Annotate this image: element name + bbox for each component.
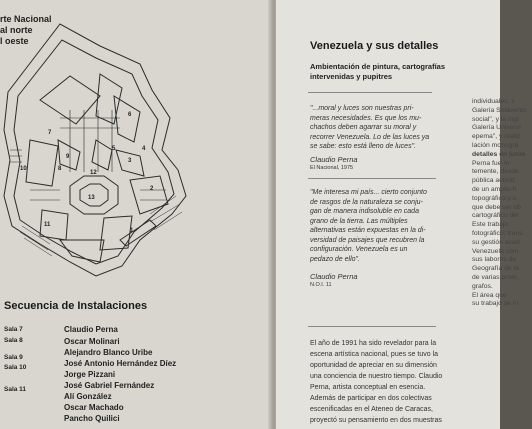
artist-name: José Antonio Hernández Díez bbox=[64, 359, 177, 368]
room-number-4: 4 bbox=[142, 146, 146, 152]
room-number-6: 6 bbox=[128, 112, 132, 118]
quote-line: de rasgos de la naturaleza se conju- bbox=[310, 198, 423, 206]
quote-1-author: Claudio Perna bbox=[310, 155, 358, 164]
side-line: lación monográ bbox=[472, 141, 519, 149]
side-line: cartográfico del bbox=[472, 212, 519, 220]
room-number-11: 11 bbox=[44, 222, 51, 228]
side-line: fotográfico; trans bbox=[472, 229, 523, 237]
quote-1 bbox=[310, 104, 468, 152]
side-line: Galería Sotavento bbox=[472, 106, 527, 114]
room-number-8: 8 bbox=[58, 166, 62, 172]
side-line: de varias prom bbox=[472, 273, 517, 281]
artist-name: Jorge Pizzani bbox=[64, 370, 116, 379]
body-line: una conciencia de nuestro tiempo. Claudio bbox=[310, 373, 443, 380]
sala-label: Sala 11 bbox=[4, 386, 27, 393]
side-line: topográfica y u bbox=[472, 194, 517, 202]
sala-label: Sala 10 bbox=[4, 364, 27, 371]
artist-name: Pancho Quilici bbox=[64, 414, 120, 423]
quote-2 bbox=[310, 188, 468, 264]
subtitle-line: intervenidas y pupitres bbox=[310, 72, 393, 81]
quote-line: alternativas están expuestas en la di- bbox=[310, 227, 426, 234]
side-line: El área que bbox=[472, 291, 507, 299]
sala-label: Sala 8 bbox=[4, 337, 23, 344]
side-column-text bbox=[472, 98, 532, 309]
quote-2-author: Claudio Perna bbox=[310, 272, 358, 281]
quote-line: se sabe: esto está lleno de luces". bbox=[310, 143, 416, 150]
divider bbox=[308, 92, 432, 93]
body-line: Perna, artista conceptual en esencia. bbox=[310, 384, 426, 391]
section-title: Secuencia de Instalaciones bbox=[4, 300, 148, 312]
body-paragraph bbox=[310, 338, 480, 426]
side-line: Perna fue m bbox=[472, 159, 510, 167]
floor-plan bbox=[0, 0, 272, 300]
quote-line: pedazo de ello". bbox=[310, 255, 360, 263]
body-line: proyectó su pensamiento en dos muestras bbox=[310, 417, 442, 424]
quote-line: "Me interesa mi país... cierto conjunto bbox=[310, 189, 427, 196]
quote-1-source: El Nacional, 1975 bbox=[310, 165, 354, 171]
side-line: que debe ser ob bbox=[472, 203, 522, 211]
body-line: escenificadas en el Ateneo de Caracas, bbox=[310, 406, 433, 413]
artist-name: Alí González bbox=[64, 392, 112, 401]
divider bbox=[308, 178, 436, 179]
room-number-3: 3 bbox=[128, 158, 132, 164]
body-line: Además de participar en dos colectivas bbox=[310, 395, 432, 402]
side-line: social", y la ingl bbox=[472, 115, 519, 123]
body-line: escena artística nacional, pues se tuvo la bbox=[310, 351, 439, 358]
side-line: sus labores de bbox=[472, 256, 517, 264]
room-number-12: 12 bbox=[90, 170, 97, 176]
map-title-line: rte Nacional bbox=[0, 14, 52, 24]
map-title-line: al norte bbox=[0, 25, 33, 35]
side-line: grafos. bbox=[472, 282, 493, 290]
quote-line: grano de la tierra. Las múltiples bbox=[310, 217, 408, 225]
artist-name: Alejandro Blanco Uribe bbox=[64, 348, 153, 357]
artist-name: Oscar Machado bbox=[64, 403, 124, 412]
page-title: Venezuela y sus detalles bbox=[310, 40, 439, 52]
side-line: Este trabajo bbox=[472, 221, 509, 229]
sala-label: Sala 7 bbox=[4, 326, 23, 333]
room-number-1: 1 bbox=[130, 228, 134, 234]
side-line: temente, desde bbox=[472, 168, 519, 176]
quote-line: meras necesidades. Es que los mu- bbox=[310, 114, 422, 122]
side-line: de un amplio h bbox=[472, 185, 517, 193]
artist-name: José Gabriel Fernández bbox=[64, 381, 155, 390]
side-line: Galería Universi bbox=[472, 124, 521, 132]
room-number-10: 10 bbox=[20, 166, 27, 172]
right-page bbox=[276, 0, 527, 429]
quote-line: configuración. Venezuela es un bbox=[310, 246, 408, 253]
quote-line: chachos deben agarrar su moral y bbox=[310, 124, 417, 131]
subtitle-line: Ambientación de pintura, cartografías bbox=[310, 62, 446, 71]
room-number-5: 5 bbox=[112, 146, 116, 152]
sala-label: Sala 9 bbox=[4, 354, 23, 361]
room-number-13: 13 bbox=[88, 195, 95, 201]
page-subtitle bbox=[310, 62, 445, 82]
quote-line: versidad de paisajes que recubren la bbox=[310, 236, 425, 244]
side-line: su trabajo se in bbox=[472, 300, 519, 308]
quote-line: recorrer Venezuela. Lo de las luces ya bbox=[310, 133, 430, 141]
map-title-line: l oeste bbox=[0, 36, 29, 46]
side-line: su gestión acad bbox=[472, 238, 520, 246]
side-line: detalles en junio bbox=[472, 150, 526, 158]
divider bbox=[308, 326, 436, 327]
floor-plan-outline bbox=[4, 24, 186, 276]
side-line: pública activid bbox=[472, 177, 515, 185]
side-line: Venezuela com bbox=[472, 247, 519, 255]
quote-line: gan de manera indisoluble en cada bbox=[310, 208, 419, 215]
side-line: Geografía de la bbox=[472, 265, 519, 273]
artist-name: Oscar Molinari bbox=[64, 337, 120, 346]
side-line: epema", y realiz bbox=[472, 133, 521, 141]
quote-2-source: N.O.I. 11 bbox=[310, 282, 332, 288]
body-line: oportunidad de apreciar en su dimensión bbox=[310, 362, 437, 369]
quote-line: "...moral y luces son nuestras pri- bbox=[310, 105, 414, 112]
artist-name: Claudio Perna bbox=[64, 325, 118, 334]
room-number-2: 2 bbox=[150, 186, 154, 192]
room-number-9: 9 bbox=[66, 154, 70, 160]
room-number-7: 7 bbox=[48, 130, 52, 136]
side-line: individuales; s bbox=[472, 98, 515, 105]
body-line: El año de 1991 ha sido revelador para la bbox=[310, 340, 437, 347]
